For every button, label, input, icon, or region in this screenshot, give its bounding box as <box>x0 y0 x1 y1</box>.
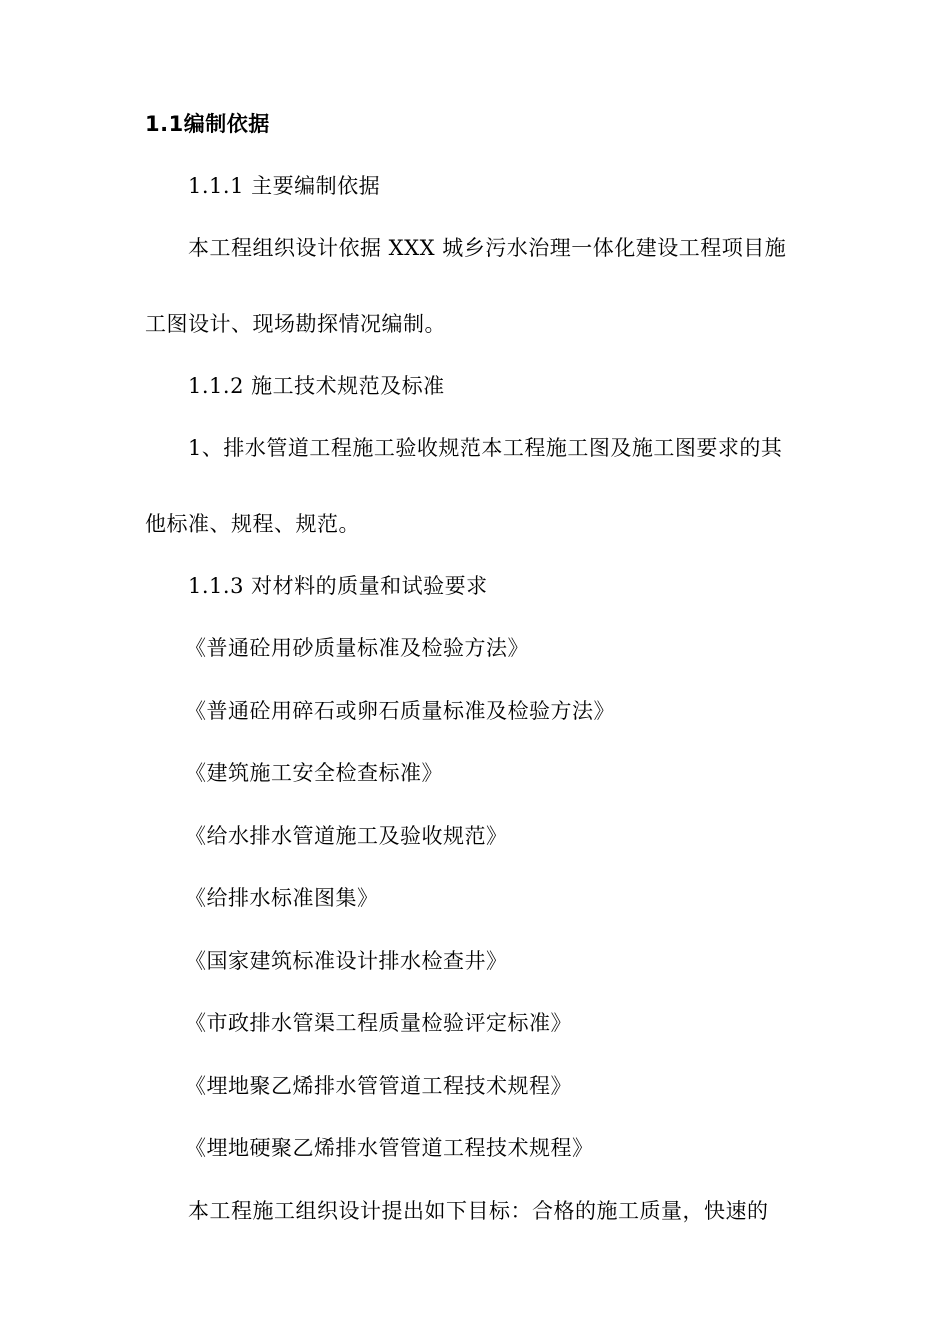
paragraph-2-line-2: 他标准、规程、规范。 <box>145 512 360 536</box>
standard-item: 《普通砼用碎石或卵石质量标准及检验方法》 <box>185 699 615 723</box>
standard-item: 《建筑施工安全检查标准》 <box>185 761 443 785</box>
paragraph-3-line-1: 本工程施工组织设计提出如下目标：合格的施工质量，快速的 <box>188 1199 769 1223</box>
standard-item: 《市政排水管渠工程质量检验评定标准》 <box>185 1011 572 1035</box>
standard-item: 《埋地硬聚乙烯排水管管道工程技术规程》 <box>185 1136 594 1160</box>
subsection-heading-1-1-1: 1.1.1 主要编制依据 <box>188 174 381 198</box>
standard-item: 《给排水标准图集》 <box>185 886 379 910</box>
paragraph-1-line-2: 工图设计、现场勘探情况编制。 <box>145 312 446 336</box>
standard-item: 《国家建筑标准设计排水检查井》 <box>185 949 508 973</box>
paragraph-2-line-1: 1、排水管道工程施工验收规范本工程施工图及施工图要求的其 <box>188 436 783 460</box>
subsection-heading-1-1-3: 1.1.3 对材料的质量和试验要求 <box>188 574 488 598</box>
standard-item: 《普通砼用砂质量标准及检验方法》 <box>185 636 529 660</box>
standard-item: 《给水排水管道施工及验收规范》 <box>185 824 508 848</box>
section-heading: 1.1编制依据 <box>145 112 270 136</box>
standard-item: 《埋地聚乙烯排水管管道工程技术规程》 <box>185 1074 572 1098</box>
subsection-heading-1-1-2: 1.1.2 施工技术规范及标准 <box>188 374 445 398</box>
paragraph-1-line-1: 本工程组织设计依据 XXX 城乡污水治理一体化建设工程项目施 <box>188 236 787 260</box>
